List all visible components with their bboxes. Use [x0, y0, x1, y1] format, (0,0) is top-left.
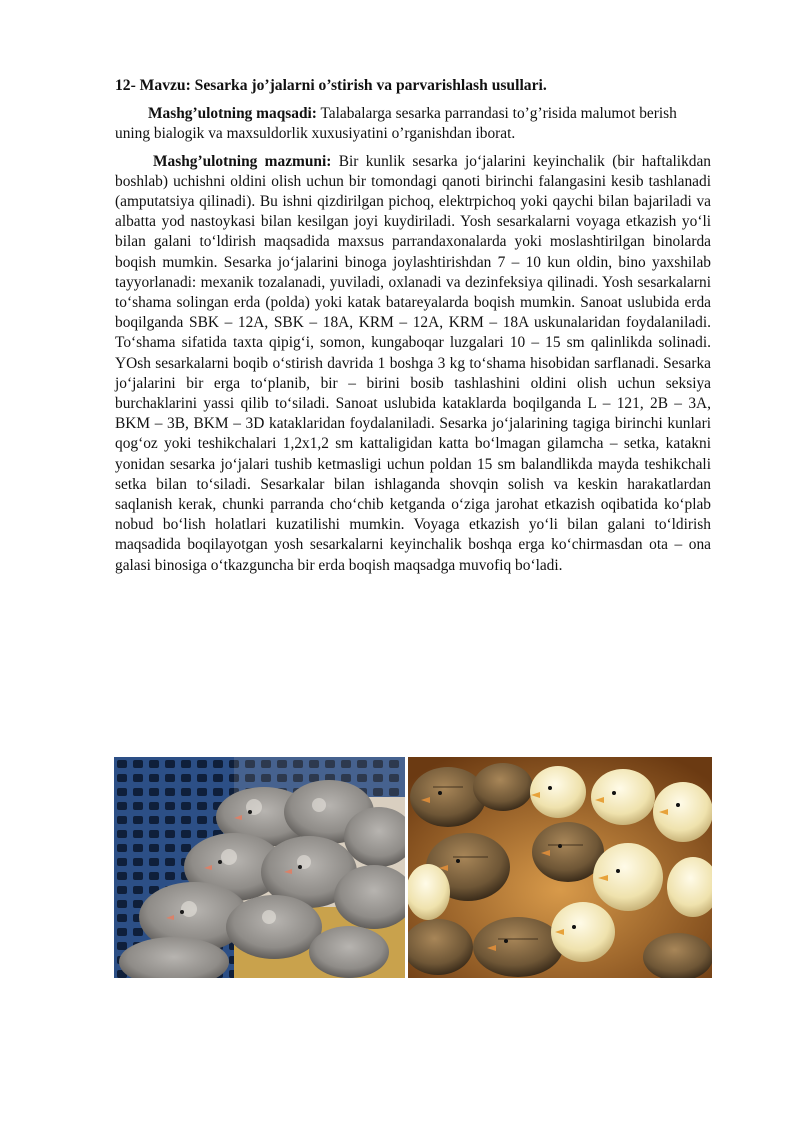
goal-paragraph: [115, 104, 711, 144]
photo-row: [114, 757, 712, 978]
photo-grey-keets-icon: [114, 757, 405, 978]
document-page: [115, 76, 711, 576]
goal-text: Talabalarga sesarka parrandasi to’g’risida malumot berish uning bialogik va maxsuldorlik xuxusiyatini o’rganishdan iborat.: [115, 105, 677, 143]
content-label: Mashg’ulotning mazmuni:: [153, 152, 332, 170]
goal-label: Mashg’ulotning maqsadi:: [148, 105, 317, 123]
content-paragraph: [115, 152, 711, 576]
photo-mixed-keets-icon: [408, 757, 712, 978]
document-title: 12- Mavzu: Sesarka jo’jalarni o’stirish va parvarishlash usullari.: [115, 77, 547, 94]
content-text: Bir kunlik sesarka jo‘jalarini keyinchalik (bir haftalikdan boshlab) uchishni oldini olish uchun bir tomondagi qanoti birinchi falangasini kesib tashlanadi (amputatsiya qilinadi). Bu ishni qizdirilgan pichoq, elektrpichoq yoki qaychi bilan bajariladi va albatta yod nastoykasi bilan kesilgan joyi kuydiriladi. Yosh sesarkalarni voyaga etkazish yo‘li bilan galani to‘ldirish maqsadida maxsus parrandaxonalarda yoki moslashtirilgan binolarda boqish mumkin. Sesarka jo‘jalarini binoga joylashtirishdan 7 – 10 kun oldin, bino yaxshilab tayyorlanadi: mexanik tozalanadi, yuviladi, oxlanadi va dezinfeksiya qilinadi. Yosh sesarkalarni to‘shama solingan erda (polda) yoki katak batareyalarda boqish mumkin. Sanoat uslubida erda boqilganda SBK – 12A, SBK – 18A, KRM – 12A, KRM – 18A uskunalaridan foydalaniladi. To‘shama sifatida taxta qipig‘i, somon, kungaboqar luzgalari 10 – 15 sm qalinlikda solinadi. YOsh sesarkalarni boqib o‘stirish davrida 1 boshga 3 kg to‘shama hisobidan sarflanadi. Sesarka jo‘jalarini bir erga to‘planib, bir – birini bosib tashlashini oldini olish uchun seksiya burchaklarini yassi qilib to‘siladi. Sanoat uslubida kataklarda boqilganda L – 121, 2B – 3A, BKM – 3B, BKM – 3D kataklaridan foydalaniladi. Sesarka jo‘jalarining tagiga birinchi kunlari qog‘oz yoki teshikchalari 1,2x1,2 sm kattaligidan katta bo‘lmagan gilamcha – setka, katakni yonidan sesarka jo‘jalari tushib ketmasligi uchun poldan 15 sm balandlikda mayda teshikchali setka bilan to‘siladi. Sesarkalar bilan ishlaganda shovqin solish va keskin harakatlardan saqlanish kerak, chunki parranda cho‘chib ketganda o‘ziga jarohat etkazish oqibatida ko‘plab nobud bo‘lish holatlari kuzatilishi mumkin. Voyaga etkazish yo‘li bilan galani to‘ldirish maqsadida boqilayotgan yosh sesarkalarni keyinchalik boshqa erga ko‘chirmasdan ota – ona galasi binosiga o‘tkazguncha bir erda boqish maqsadga muvofiq bo‘ladi.: [115, 152, 711, 574]
